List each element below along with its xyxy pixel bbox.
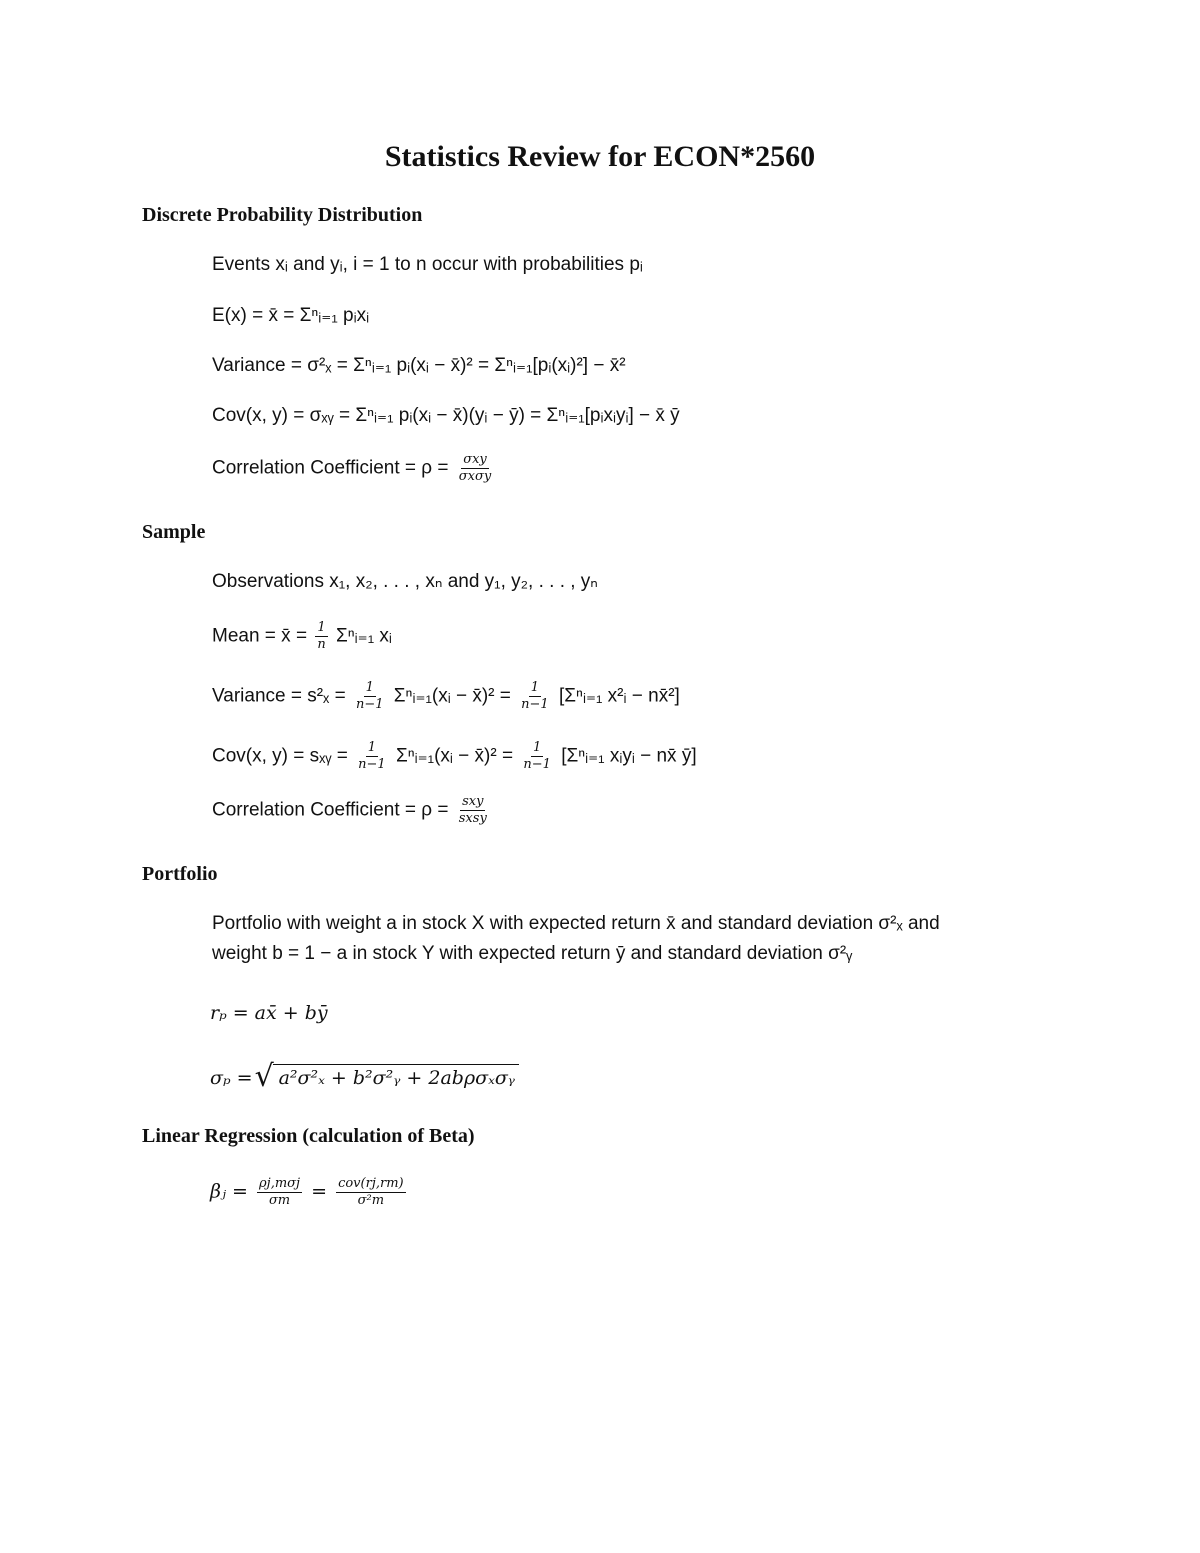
sample-mean: [212, 620, 392, 653]
section-heading-discrete: Discrete Probability Distribution: [142, 204, 423, 226]
fraction-numerator: 1: [533, 740, 542, 755]
fraction-denominator: σxσy: [458, 469, 492, 484]
section-heading-regression: Linear Regression (calculation of Beta): [142, 1125, 475, 1147]
sample-cov-fraction-2: [521, 740, 553, 773]
sample-mean-label: Mean = x̄ =: [212, 625, 308, 647]
portfolio-sigma-label: σₚ =: [210, 1067, 253, 1089]
sample-correlation: [212, 794, 492, 827]
fraction-numerator: 1: [317, 620, 326, 635]
sample-observations: Observations x₁, x₂, . . . , xₙ and y₁, y₂, . . . , yₙ: [212, 571, 598, 592]
sample-cov-middle: Σⁿᵢ₌₁(xᵢ − x̄)² =: [395, 745, 514, 767]
portfolio-line-1: Portfolio with weight a in stock X with expected return x̄ and standard deviation σ²ₓ and: [212, 913, 940, 934]
sample-variance-end: [Σⁿᵢ₌₁ x²ᵢ − nx̄²]: [559, 685, 680, 707]
page-title: Statistics Review for ECON*2560: [384, 140, 816, 173]
sample-covariance: [212, 740, 697, 773]
portfolio-line-2: weight b = 1 − a in stock Y with expected return ȳ and standard deviation σ²ᵧ: [212, 943, 853, 964]
fraction-numerator: 1: [367, 740, 377, 755]
sample-cov-fraction-1: [356, 740, 388, 773]
fraction-denominator: sxsy: [458, 811, 487, 826]
fraction-numerator: 1: [530, 680, 540, 695]
sample-mean-fraction: [315, 620, 327, 653]
discrete-expectation: E(x) = x̄ = Σⁿᵢ₌₁ pᵢxᵢ: [212, 305, 370, 326]
fraction-numerator: cov(rj,rm): [338, 1176, 404, 1191]
discrete-correlation: [212, 452, 496, 485]
discrete-covariance: Cov(x, y) = σₓᵧ = Σⁿᵢ₌₁ pᵢ(xᵢ − x̄)(yᵢ − ȳ) = Σⁿᵢ₌₁[pᵢxᵢyᵢ] − x̄ ȳ: [212, 405, 680, 426]
fraction-numerator: 1: [365, 680, 374, 695]
discrete-variance: Variance = σ²ₓ = Σⁿᵢ₌₁ pᵢ(xᵢ − x̄)² = Σⁿᵢ₌₁[pᵢ(xᵢ)²] − x̄²: [212, 355, 626, 376]
beta-label: βⱼ =: [210, 1180, 248, 1203]
fraction-denominator: n−1: [521, 697, 549, 712]
sample-variance-label: Variance = s²ₓ =: [212, 685, 346, 707]
section-heading-portfolio: Portfolio: [142, 863, 218, 885]
sample-variance-middle: Σⁿᵢ₌₁(xᵢ − x̄)² =: [393, 685, 511, 707]
discrete-events: Events xᵢ and yᵢ, i = 1 to n occur with probabilities pᵢ: [212, 254, 643, 275]
fraction-denominator: n: [317, 637, 326, 652]
fraction-denominator: n−1: [355, 697, 384, 712]
fraction-denominator: σ²m: [357, 1193, 385, 1208]
fraction-numerator: sxy: [462, 794, 484, 809]
fraction-denominator: n−1: [523, 757, 551, 772]
fraction-denominator: n−1: [358, 757, 386, 772]
sample-variance: [212, 680, 680, 713]
discrete-correlation-label: Correlation Coefficient = ρ =: [212, 457, 449, 479]
regression-beta: [210, 1176, 409, 1209]
discrete-correlation-fraction: [457, 452, 493, 485]
sample-variance-fraction-1: [354, 680, 386, 713]
sample-correlation-fraction: [457, 794, 489, 827]
portfolio-sigma: [210, 1064, 519, 1089]
portfolio-return: rₚ = ax̄ + bȳ: [210, 1002, 328, 1024]
sample-mean-sum: Σⁿᵢ₌₁ xᵢ: [336, 625, 392, 647]
sample-correlation-label: Correlation Coefficient = ρ =: [212, 799, 449, 821]
section-heading-sample: Sample: [142, 521, 206, 543]
fraction-numerator: σxy: [463, 452, 487, 467]
sample-cov-label: Cov(x, y) = sₓᵧ =: [212, 745, 348, 767]
sample-variance-fraction-2: [519, 680, 551, 713]
fraction-denominator: σm: [268, 1193, 291, 1208]
fraction-numerator: ρj,mσj: [259, 1176, 301, 1191]
sample-cov-end: [Σⁿᵢ₌₁ xᵢyᵢ − nx̄ ȳ]: [561, 745, 697, 767]
beta-equals: =: [311, 1180, 328, 1203]
beta-fraction-1: [257, 1176, 302, 1209]
beta-fraction-2: [336, 1176, 406, 1209]
square-root: √ a²σ²ₓ + b²σ²ᵧ + 2abρσₓσᵧ: [273, 1064, 519, 1089]
